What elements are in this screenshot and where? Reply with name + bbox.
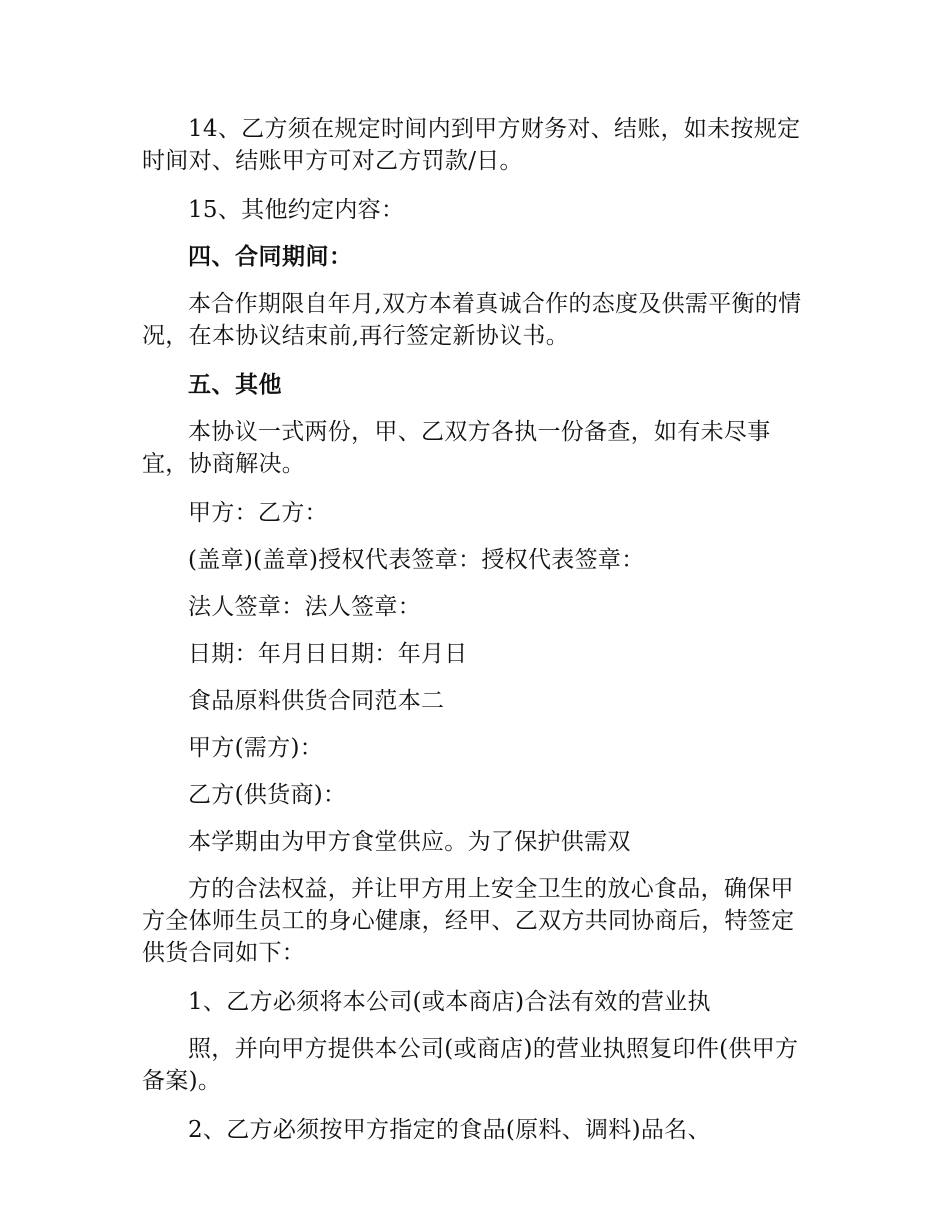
section-heading-contract-period: 四、合同期间：	[188, 244, 353, 270]
date-line: 日期：年月日日期：年月日	[188, 641, 468, 667]
party-a-demand: 甲方(需方)：	[188, 735, 324, 761]
intro-continued: 方的合法权益，并让甲方用上安全卫生的放心食品，确保甲方全体师生员工的身心健康，经甲、乙双方共同协商后，特签定供货合同如下：	[142, 876, 795, 966]
clause-15: 15、其他约定内容：	[188, 197, 405, 223]
clause-1-continued: 照，并向甲方提供本公司(或商店)的营业执照复印件(供甲方备案)。	[142, 1036, 799, 1094]
template-two-title: 食品原料供货合同范本二	[188, 688, 445, 714]
copies-text: 本协议一式两份，甲、乙双方各执一份备查，如有未尽事宜，协商解决。	[142, 419, 771, 477]
clause-2: 2、乙方必须按甲方指定的食品(原料、调料)品名、	[188, 1117, 711, 1143]
parties-line: 甲方：乙方：	[188, 500, 328, 526]
clause-14: 14、乙方须在规定时间内到甲方财务对、结账，如未按规定时间对、结账甲方可对乙方罚款/日。	[142, 116, 801, 174]
seal-line: (盖章)(盖章)授权代表签章：授权代表签章：	[188, 547, 645, 573]
party-b-supplier: 乙方(供货商)：	[188, 782, 347, 808]
intro-line: 本学期由为甲方食堂供应。为了保护供需双	[188, 829, 631, 855]
contract-period-text: 本合作期限自年月,双方本着真诚合作的态度及供需平衡的情况，在本协议结束前,再行签定新协议书。	[142, 291, 802, 349]
clause-1: 1、乙方必须将本公司(或本商店)合法有效的营业执	[188, 989, 711, 1015]
legal-rep-line: 法人签章：法人签章：	[188, 594, 421, 620]
section-heading-other: 五、其他	[188, 372, 282, 398]
document-body	[142, 113, 814, 1146]
